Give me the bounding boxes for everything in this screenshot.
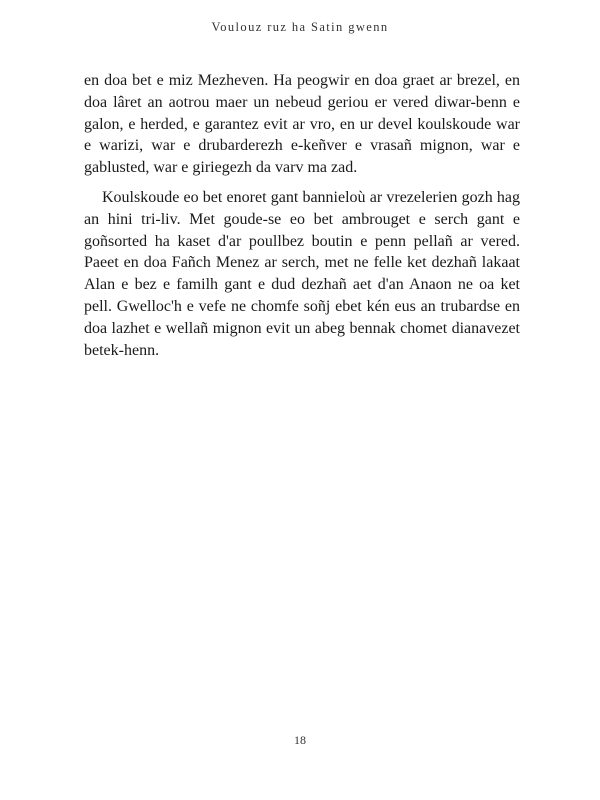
paragraph: Koulskoude eo bet enoret gant bannieloù ar vrezelerien gozh hag an hini tri-liv. Met goude-se eo bet ambrouget e serch gant e goñsorted ha kaset d'ar poullbez boutin e penn pellañ ar vered. Paeet en doa Fañch Menez ar serch, met ne felle ket dezhañ lakaat Alan e bez e familh gant e dud dezhañ aet d'an Anaon ne oa ket pell. Gwelloc'h e vefe ne chomfe soñj ebet kén eus an trubardse en doa lazhet e wellañ mignon evit un abeg bennak chomet dianavezet betek-henn. [84, 188, 520, 359]
body-text [84, 70, 520, 361]
paragraph: en doa bet e miz Mezheven. Ha peogwir en doa graet ar brezel, en doa lâret an aotrou maer un nebeud geriou er vered diwar-benn e galon, e herded, e garantez evit ar vro, en ur devel koulskoude war e warizi, war e drubarderezh e-keñver e vrasañ mignon, war e gablusted, war e giriegezh da varv ma zad. [84, 72, 520, 177]
running-header: Voulouz ruz ha Satin gwenn [211, 20, 389, 34]
page-number: 18 [294, 733, 306, 747]
